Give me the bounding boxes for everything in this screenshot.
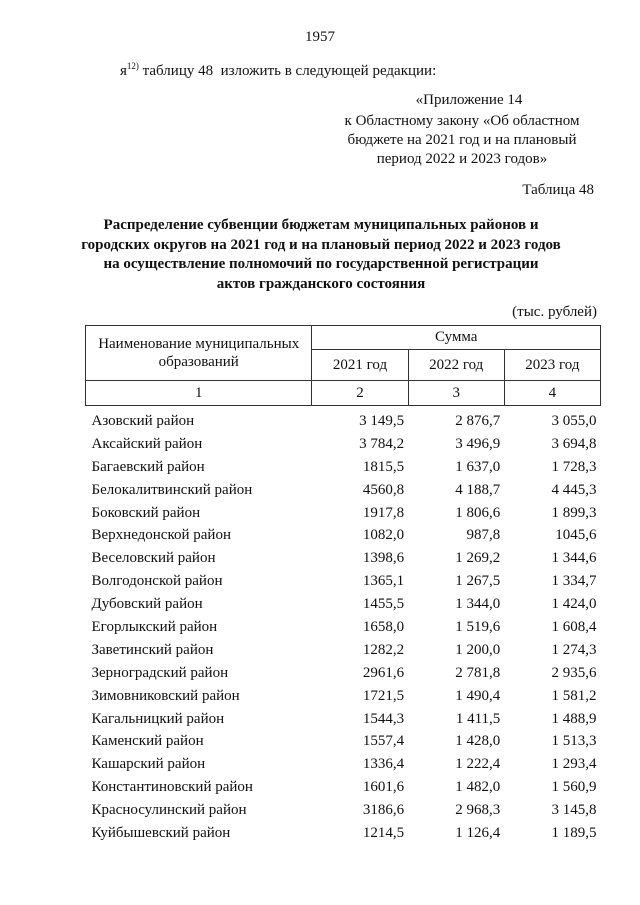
table-row xyxy=(86,547,601,570)
table-row xyxy=(86,639,601,662)
value-2022: 2 876,7 xyxy=(455,412,501,429)
value-2023: 3 694,8 xyxy=(551,435,597,452)
value-2023: 1 728,3 xyxy=(551,458,597,475)
table-row xyxy=(86,799,601,822)
intro-prefix: я xyxy=(120,63,127,79)
district-name: Каменский район xyxy=(91,733,204,750)
value-2022: 987,8 xyxy=(466,527,501,544)
header-year-2021: 2021 год xyxy=(312,350,408,381)
value-2023: 1 293,4 xyxy=(551,756,597,773)
value-2023: 4 445,3 xyxy=(551,481,597,498)
value-2022: 1 200,0 xyxy=(455,641,501,658)
value-2022: 1 344,0 xyxy=(455,596,501,613)
table-row xyxy=(86,730,601,753)
appendix-line: бюджете на 2021 год и на плановый xyxy=(347,132,577,148)
header-year-2022: 2022 год xyxy=(408,350,504,381)
value-2021: 2961,6 xyxy=(362,664,405,681)
value-2023: 1 344,6 xyxy=(551,550,597,567)
value-2021: 1658,0 xyxy=(362,618,405,635)
district-name: Волгодонской район xyxy=(91,573,223,590)
table-row xyxy=(86,433,601,456)
value-2021: 3 784,2 xyxy=(359,435,405,452)
title-line: городских округов на 2021 год и на плановый период 2022 и 2023 годов xyxy=(81,236,561,253)
value-2023: 3 145,8 xyxy=(551,802,597,819)
value-2022: 1 428,0 xyxy=(455,733,501,750)
value-2022: 3 496,9 xyxy=(455,435,501,452)
header-name: Наименование муниципальных образований xyxy=(86,326,312,381)
units-label: (тыс. рублей) xyxy=(512,304,597,320)
district-name: Зерноградский район xyxy=(91,664,229,681)
district-name: Верхнедонской район xyxy=(91,527,231,544)
table-row xyxy=(86,708,601,731)
column-number: 2 xyxy=(312,381,408,406)
column-number: 4 xyxy=(504,381,600,406)
value-2021: 1544,3 xyxy=(362,710,405,727)
table-row xyxy=(86,502,601,525)
footnote-ref: 12) xyxy=(126,61,139,71)
table-row xyxy=(86,593,601,616)
district-name: Белокалитвинский район xyxy=(91,481,253,498)
value-2021: 1917,8 xyxy=(362,504,405,521)
value-2023: 2 935,6 xyxy=(551,664,597,681)
table-row xyxy=(86,406,601,433)
column-number: 3 xyxy=(408,381,504,406)
value-2021: 1214,5 xyxy=(362,824,405,841)
value-2023: 1 424,0 xyxy=(551,596,597,613)
value-2022: 2 968,3 xyxy=(455,802,501,819)
district-name: Заветинский район xyxy=(91,641,214,658)
table-row xyxy=(86,685,601,708)
title-line: актов гражданского состояния xyxy=(216,275,426,292)
value-2023: 1045,6 xyxy=(555,527,597,544)
table-row xyxy=(86,570,601,593)
district-name: Аксайский район xyxy=(91,435,203,452)
value-2023: 1 488,9 xyxy=(551,710,597,727)
value-2022: 1 482,0 xyxy=(455,779,501,796)
value-2021: 1082,0 xyxy=(362,527,405,544)
table-row xyxy=(86,822,601,845)
table-row xyxy=(86,479,601,502)
district-name: Веселовский район xyxy=(91,550,216,567)
table-row xyxy=(86,662,601,685)
district-name: Кагальницкий район xyxy=(91,710,225,727)
value-2021: 3186,6 xyxy=(362,802,405,819)
value-2022: 1 222,4 xyxy=(455,756,501,773)
value-2021: 1455,5 xyxy=(362,596,405,613)
value-2022: 2 781,8 xyxy=(455,664,501,681)
value-2022: 1 519,6 xyxy=(455,618,501,635)
value-2022: 4 188,7 xyxy=(455,481,501,498)
value-2021: 1398,6 xyxy=(362,550,405,567)
header-sum: Сумма xyxy=(312,326,601,350)
value-2022: 1 126,4 xyxy=(455,824,501,841)
value-2023: 1 560,9 xyxy=(551,779,597,796)
table-body xyxy=(86,406,601,845)
district-name: Куйбышевский район xyxy=(91,824,231,841)
value-2023: 1 513,3 xyxy=(551,733,597,750)
table-row xyxy=(86,616,601,639)
table-number: Таблица 48 xyxy=(522,182,594,198)
subvention-table xyxy=(85,325,601,845)
table-row xyxy=(86,776,601,799)
district-name: Егорлыкский район xyxy=(91,618,218,635)
value-2023: 1 334,7 xyxy=(551,573,597,590)
district-name: Зимовниковский район xyxy=(91,687,240,704)
value-2021: 1815,5 xyxy=(362,458,405,475)
appendix-line: к Областному закону «Об областном xyxy=(344,113,580,129)
value-2021: 1557,4 xyxy=(362,733,405,750)
value-2022: 1 806,6 xyxy=(455,504,501,521)
value-2023: 1 899,3 xyxy=(551,504,597,521)
value-2023: 1 189,5 xyxy=(551,824,597,841)
value-2023: 1 581,2 xyxy=(551,687,597,704)
intro-text xyxy=(120,61,436,80)
document-title xyxy=(70,216,572,294)
value-2021: 1601,6 xyxy=(362,779,405,796)
value-2021: 4560,8 xyxy=(362,481,405,498)
district-name: Багаевский район xyxy=(91,458,205,475)
value-2022: 1 269,2 xyxy=(455,550,501,567)
header-year-2023: 2023 год xyxy=(504,350,600,381)
value-2023: 1 274,3 xyxy=(551,641,597,658)
value-2023: 1 608,4 xyxy=(551,618,597,635)
district-name: Боковский район xyxy=(91,504,201,521)
district-name: Азовский район xyxy=(91,412,195,429)
appendix-reference xyxy=(318,91,606,169)
table-row xyxy=(86,456,601,479)
district-name: Кашарский район xyxy=(91,756,206,773)
appendix-line: период 2022 и 2023 годов» xyxy=(376,151,548,167)
value-2023: 3 055,0 xyxy=(551,412,597,429)
value-2021: 1721,5 xyxy=(362,687,405,704)
value-2022: 1 411,5 xyxy=(455,710,501,727)
value-2021: 3 149,5 xyxy=(359,412,405,429)
district-name: Константиновский район xyxy=(91,779,253,796)
value-2021: 1365,1 xyxy=(362,573,405,590)
title-line: на осуществление полномочий по государственной регистрации xyxy=(103,256,539,272)
value-2022: 1 490,4 xyxy=(455,687,501,704)
value-2022: 1 637,0 xyxy=(455,458,501,475)
value-2022: 1 267,5 xyxy=(455,573,501,590)
value-2021: 1282,2 xyxy=(362,641,405,658)
page-number: 1957 xyxy=(305,29,335,45)
column-number: 1 xyxy=(86,381,312,406)
title-line: Распределение субвенции бюджетам муниципальных районов и xyxy=(103,217,539,233)
table-row xyxy=(86,753,601,776)
intro-body: таблицу 48 изложить в следующей редакции: xyxy=(138,63,437,79)
table-row xyxy=(86,524,601,547)
appendix-title: «Приложение 14 xyxy=(415,92,523,108)
district-name: Красносулинский район xyxy=(91,802,247,819)
district-name: Дубовский район xyxy=(91,596,203,613)
value-2021: 1336,4 xyxy=(362,756,405,773)
